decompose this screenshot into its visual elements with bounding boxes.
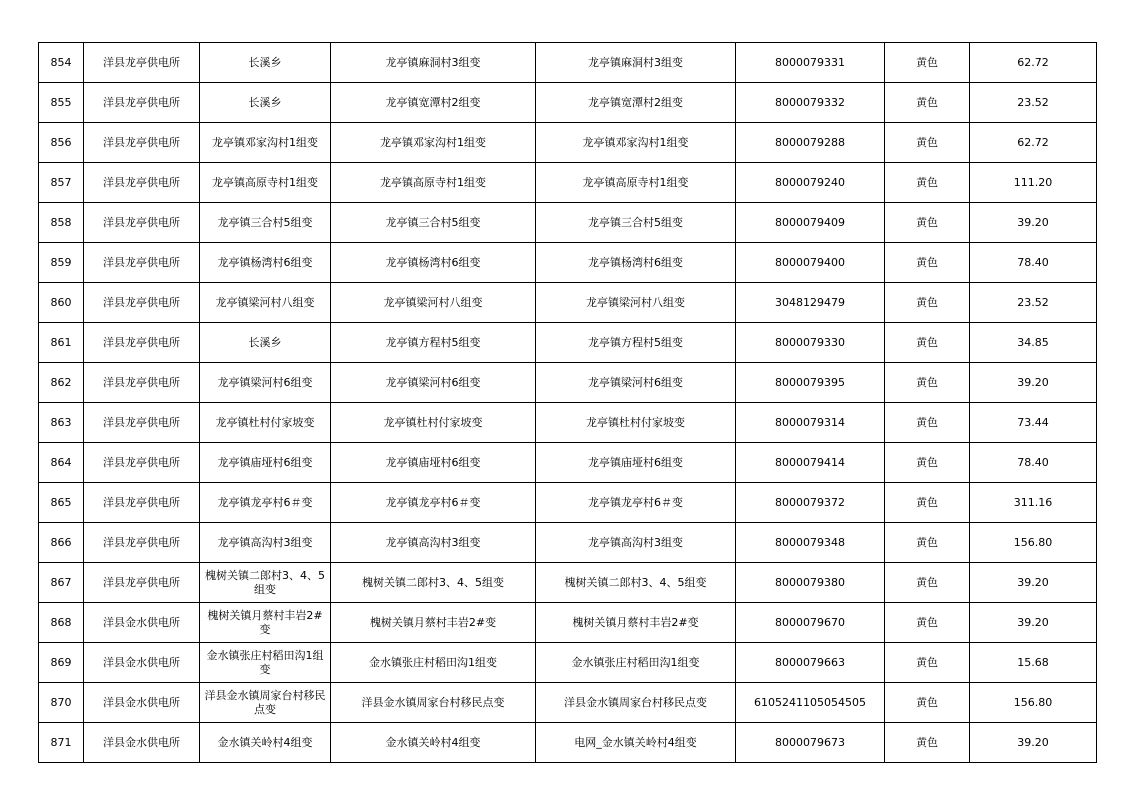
alert-level-cell: 黄色 <box>885 403 970 443</box>
line-name-cell: 龙亭镇高沟村3组变 <box>536 523 736 563</box>
table-row <box>39 163 1097 203</box>
table-row <box>39 563 1097 603</box>
power-station-cell: 洋县龙亭供电所 <box>84 483 200 523</box>
area-cell: 龙亭镇杨湾村6组变 <box>200 243 331 283</box>
value-cell: 156.80 <box>970 683 1097 723</box>
line-name-cell: 龙亭镇方程村5组变 <box>536 323 736 363</box>
row-number-cell: 864 <box>39 443 84 483</box>
area-cell: 长溪乡 <box>200 43 331 83</box>
transformer-name-cell: 龙亭镇三合村5组变 <box>331 203 536 243</box>
line-name-cell: 龙亭镇梁河村6组变 <box>536 363 736 403</box>
row-number-cell: 861 <box>39 323 84 363</box>
table-row <box>39 203 1097 243</box>
transformer-name-cell: 龙亭镇杨湾村6组变 <box>331 243 536 283</box>
alert-level-cell: 黄色 <box>885 243 970 283</box>
line-name-cell: 龙亭镇邓家沟村1组变 <box>536 123 736 163</box>
transformer-name-cell: 龙亭镇龙亭村6＃变 <box>331 483 536 523</box>
area-cell: 金水镇关岭村4组变 <box>200 723 331 763</box>
area-cell: 龙亭镇杜村付家坡变 <box>200 403 331 443</box>
meter-id-cell: 8000079240 <box>736 163 885 203</box>
line-name-cell: 龙亭镇杜村付家坡变 <box>536 403 736 443</box>
value-cell: 23.52 <box>970 283 1097 323</box>
line-name-cell: 龙亭镇高原寺村1组变 <box>536 163 736 203</box>
value-cell: 78.40 <box>970 443 1097 483</box>
power-station-cell: 洋县龙亭供电所 <box>84 243 200 283</box>
table-row <box>39 323 1097 363</box>
line-name-cell: 龙亭镇三合村5组变 <box>536 203 736 243</box>
power-station-cell: 洋县龙亭供电所 <box>84 83 200 123</box>
power-station-cell: 洋县龙亭供电所 <box>84 443 200 483</box>
row-number-cell: 865 <box>39 483 84 523</box>
area-cell: 长溪乡 <box>200 323 331 363</box>
line-name-cell: 龙亭镇麻洞村3组变 <box>536 43 736 83</box>
value-cell: 62.72 <box>970 43 1097 83</box>
power-station-cell: 洋县龙亭供电所 <box>84 563 200 603</box>
alert-level-cell: 黄色 <box>885 563 970 603</box>
area-cell: 龙亭镇高沟村3组变 <box>200 523 331 563</box>
meter-id-cell: 8000079332 <box>736 83 885 123</box>
row-number-cell: 858 <box>39 203 84 243</box>
area-cell: 龙亭镇三合村5组变 <box>200 203 331 243</box>
transformer-name-cell: 龙亭镇杜村付家坡变 <box>331 403 536 443</box>
line-name-cell: 洋县金水镇周家台村移民点变 <box>536 683 736 723</box>
power-station-cell: 洋县龙亭供电所 <box>84 363 200 403</box>
alert-level-cell: 黄色 <box>885 123 970 163</box>
table-row <box>39 243 1097 283</box>
power-station-cell: 洋县金水供电所 <box>84 723 200 763</box>
row-number-cell: 866 <box>39 523 84 563</box>
table-row <box>39 283 1097 323</box>
alert-level-cell: 黄色 <box>885 723 970 763</box>
data-table <box>38 42 1097 763</box>
table-row <box>39 683 1097 723</box>
value-cell: 156.80 <box>970 523 1097 563</box>
row-number-cell: 859 <box>39 243 84 283</box>
alert-level-cell: 黄色 <box>885 523 970 563</box>
value-cell: 39.20 <box>970 723 1097 763</box>
meter-id-cell: 8000079331 <box>736 43 885 83</box>
value-cell: 73.44 <box>970 403 1097 443</box>
line-name-cell: 槐树关镇二郎村3、4、5组变 <box>536 563 736 603</box>
transformer-name-cell: 龙亭镇庙垭村6组变 <box>331 443 536 483</box>
transformer-name-cell: 龙亭镇梁河村八组变 <box>331 283 536 323</box>
meter-id-cell: 8000079372 <box>736 483 885 523</box>
value-cell: 39.20 <box>970 363 1097 403</box>
line-name-cell: 槐树关镇月蔡村丰岩2#变 <box>536 603 736 643</box>
transformer-name-cell: 槐树关镇二郎村3、4、5组变 <box>331 563 536 603</box>
alert-level-cell: 黄色 <box>885 203 970 243</box>
meter-id-cell: 8000079395 <box>736 363 885 403</box>
meter-id-cell: 8000079663 <box>736 643 885 683</box>
line-name-cell: 龙亭镇庙垭村6组变 <box>536 443 736 483</box>
meter-id-cell: 8000079380 <box>736 563 885 603</box>
area-cell: 洋县金水镇周家台村移民点变 <box>200 683 331 723</box>
power-station-cell: 洋县金水供电所 <box>84 643 200 683</box>
alert-level-cell: 黄色 <box>885 643 970 683</box>
area-cell: 龙亭镇高原寺村1组变 <box>200 163 331 203</box>
transformer-name-cell: 龙亭镇高原寺村1组变 <box>331 163 536 203</box>
value-cell: 111.20 <box>970 163 1097 203</box>
table-body <box>39 43 1097 763</box>
area-cell: 龙亭镇梁河村八组变 <box>200 283 331 323</box>
value-cell: 62.72 <box>970 123 1097 163</box>
transformer-name-cell: 龙亭镇梁河村6组变 <box>331 363 536 403</box>
transformer-name-cell: 龙亭镇邓家沟村1组变 <box>331 123 536 163</box>
line-name-cell: 电网_金水镇关岭村4组变 <box>536 723 736 763</box>
value-cell: 34.85 <box>970 323 1097 363</box>
power-station-cell: 洋县龙亭供电所 <box>84 123 200 163</box>
meter-id-cell: 6105241105054505 <box>736 683 885 723</box>
alert-level-cell: 黄色 <box>885 363 970 403</box>
alert-level-cell: 黄色 <box>885 43 970 83</box>
alert-level-cell: 黄色 <box>885 443 970 483</box>
alert-level-cell: 黄色 <box>885 283 970 323</box>
value-cell: 15.68 <box>970 643 1097 683</box>
value-cell: 23.52 <box>970 83 1097 123</box>
power-station-cell: 洋县金水供电所 <box>84 603 200 643</box>
table-row <box>39 483 1097 523</box>
row-number-cell: 870 <box>39 683 84 723</box>
transformer-name-cell: 洋县金水镇周家台村移民点变 <box>331 683 536 723</box>
meter-id-cell: 3048129479 <box>736 283 885 323</box>
table-row <box>39 523 1097 563</box>
area-cell: 长溪乡 <box>200 83 331 123</box>
row-number-cell: 857 <box>39 163 84 203</box>
value-cell: 39.20 <box>970 563 1097 603</box>
meter-id-cell: 8000079673 <box>736 723 885 763</box>
area-cell: 龙亭镇邓家沟村1组变 <box>200 123 331 163</box>
area-cell: 龙亭镇龙亭村6＃变 <box>200 483 331 523</box>
table-row <box>39 83 1097 123</box>
area-cell: 金水镇张庄村稻田沟1组变 <box>200 643 331 683</box>
alert-level-cell: 黄色 <box>885 163 970 203</box>
table-row <box>39 723 1097 763</box>
alert-level-cell: 黄色 <box>885 83 970 123</box>
area-cell: 槐树关镇二郎村3、4、5组变 <box>200 563 331 603</box>
row-number-cell: 867 <box>39 563 84 603</box>
row-number-cell: 855 <box>39 83 84 123</box>
row-number-cell: 854 <box>39 43 84 83</box>
table-row <box>39 643 1097 683</box>
line-name-cell: 金水镇张庄村稻田沟1组变 <box>536 643 736 683</box>
row-number-cell: 869 <box>39 643 84 683</box>
table-row <box>39 43 1097 83</box>
power-station-cell: 洋县龙亭供电所 <box>84 323 200 363</box>
meter-id-cell: 8000079414 <box>736 443 885 483</box>
table-row <box>39 123 1097 163</box>
power-station-cell: 洋县龙亭供电所 <box>84 163 200 203</box>
transformer-name-cell: 槐树关镇月蔡村丰岩2#变 <box>331 603 536 643</box>
meter-id-cell: 8000079409 <box>736 203 885 243</box>
alert-level-cell: 黄色 <box>885 683 970 723</box>
value-cell: 39.20 <box>970 203 1097 243</box>
meter-id-cell: 8000079330 <box>736 323 885 363</box>
area-cell: 龙亭镇庙垭村6组变 <box>200 443 331 483</box>
row-number-cell: 863 <box>39 403 84 443</box>
area-cell: 龙亭镇梁河村6组变 <box>200 363 331 403</box>
table-row <box>39 603 1097 643</box>
power-station-cell: 洋县龙亭供电所 <box>84 403 200 443</box>
value-cell: 311.16 <box>970 483 1097 523</box>
table-row <box>39 363 1097 403</box>
line-name-cell: 龙亭镇龙亭村6＃变 <box>536 483 736 523</box>
line-name-cell: 龙亭镇梁河村八组变 <box>536 283 736 323</box>
table-row <box>39 443 1097 483</box>
area-cell: 槐树关镇月蔡村丰岩2#变 <box>200 603 331 643</box>
power-station-cell: 洋县龙亭供电所 <box>84 203 200 243</box>
line-name-cell: 龙亭镇杨湾村6组变 <box>536 243 736 283</box>
alert-level-cell: 黄色 <box>885 603 970 643</box>
meter-id-cell: 8000079314 <box>736 403 885 443</box>
transformer-name-cell: 金水镇关岭村4组变 <box>331 723 536 763</box>
transformer-name-cell: 金水镇张庄村稻田沟1组变 <box>331 643 536 683</box>
row-number-cell: 856 <box>39 123 84 163</box>
value-cell: 39.20 <box>970 603 1097 643</box>
meter-id-cell: 8000079348 <box>736 523 885 563</box>
value-cell: 78.40 <box>970 243 1097 283</box>
meter-id-cell: 8000079288 <box>736 123 885 163</box>
power-station-cell: 洋县龙亭供电所 <box>84 283 200 323</box>
row-number-cell: 862 <box>39 363 84 403</box>
power-station-cell: 洋县龙亭供电所 <box>84 43 200 83</box>
meter-id-cell: 8000079670 <box>736 603 885 643</box>
row-number-cell: 871 <box>39 723 84 763</box>
transformer-name-cell: 龙亭镇宽潭村2组变 <box>331 83 536 123</box>
power-station-cell: 洋县龙亭供电所 <box>84 523 200 563</box>
transformer-name-cell: 龙亭镇高沟村3组变 <box>331 523 536 563</box>
table-row <box>39 403 1097 443</box>
transformer-name-cell: 龙亭镇麻洞村3组变 <box>331 43 536 83</box>
alert-level-cell: 黄色 <box>885 323 970 363</box>
power-station-cell: 洋县金水供电所 <box>84 683 200 723</box>
alert-level-cell: 黄色 <box>885 483 970 523</box>
line-name-cell: 龙亭镇宽潭村2组变 <box>536 83 736 123</box>
row-number-cell: 860 <box>39 283 84 323</box>
transformer-name-cell: 龙亭镇方程村5组变 <box>331 323 536 363</box>
meter-id-cell: 8000079400 <box>736 243 885 283</box>
row-number-cell: 868 <box>39 603 84 643</box>
